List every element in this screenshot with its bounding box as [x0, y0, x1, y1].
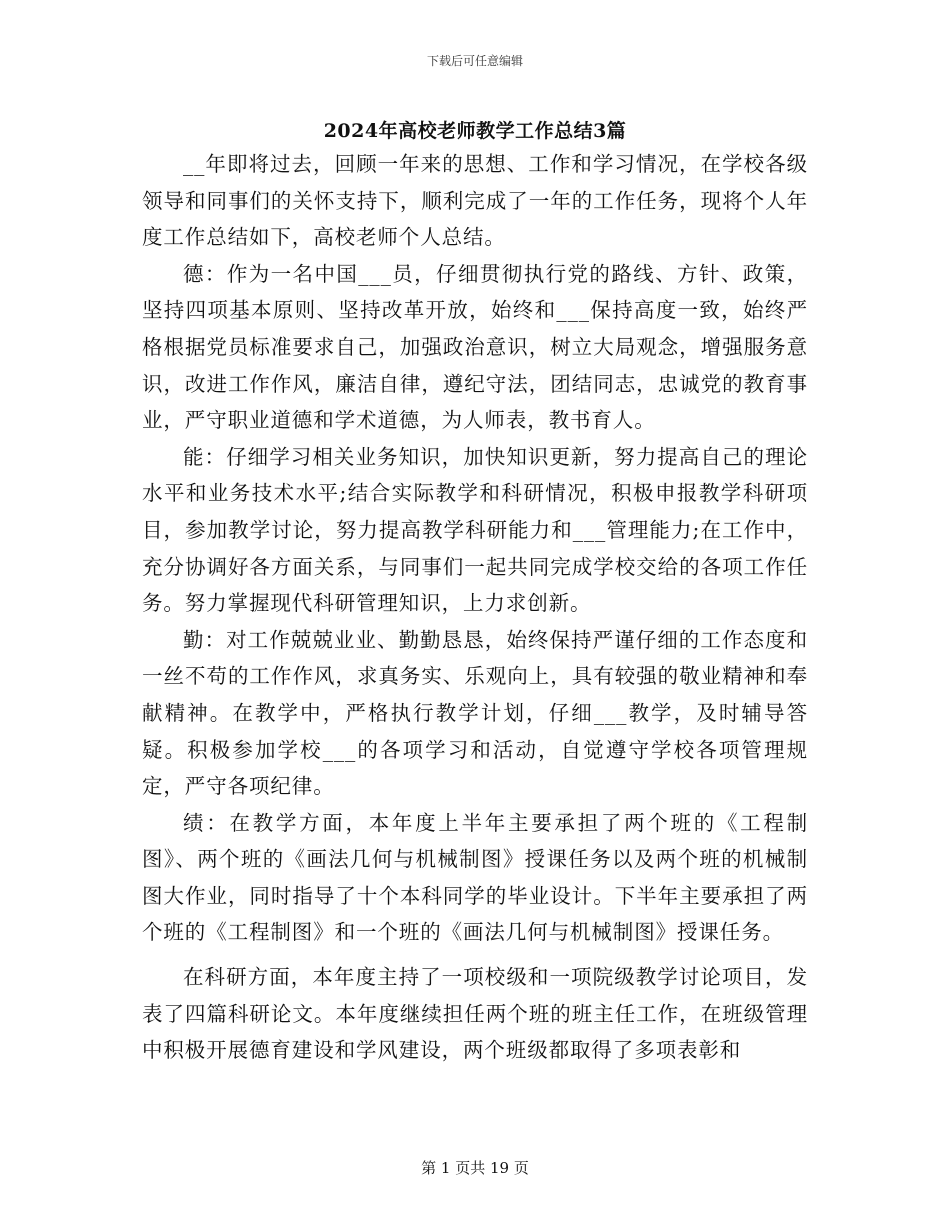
paragraph-neng: 能：仔细学习相关业务知识，加快知识更新，努力提高自己的理论水平和业务技术水平;结合实际教学和科研情况，积极申报教学科研项目，参加教学讨论，努力提高教学科研能力和___管理能力;在工作中，充分协调好各方面关系，与同事们一起共同完成学校交给的各项工作任务。努力掌握现代科研管理知识，上力求创新。: [142, 444, 808, 616]
paragraph-de: 德：作为一名中国___员，仔细贯彻执行党的路线、方针、政策，坚持四项基本原则、坚持改革开放，始终和___保持高度一致，始终严格根据党员标准要求自己，加强政治意识，树立大局观念，增强服务意识，改进工作作风，廉洁自律，遵纪守法，团结同志，忠诚党的教育事业，严守职业道德和学术道德，为人师表，教书育人。: [142, 261, 808, 433]
paragraph-research: 在科研方面，本年度主持了一项校级和一项院级教学讨论项目，发表了四篇科研论文。本年度继续担任两个班的班主任工作，在班级管理中积极开展德育建设和学风建设，两个班级都取得了多项表彰和: [142, 965, 808, 1063]
document-title: 2024年高校老师教学工作总结3篇: [323, 120, 627, 142]
paragraph-intro: __年即将过去，回顾一年来的思想、工作和学习情况，在学校各级领导和同事们的关怀支持下，顺利完成了一年的工作任务，现将个人年度工作总结如下，高校老师个人总结。: [142, 152, 808, 250]
page-number: 第 1 页共 19 页: [421, 1159, 529, 1177]
document-body: [142, 146, 808, 1069]
paragraph-qin: 勤：对工作兢兢业业、勤勤恳恳，始终保持严谨仔细的工作态度和一丝不苟的工作作风，求真务实、乐观向上，具有较强的敬业精神和奉献精神。在教学中，严格执行教学计划，仔细___教学，及时辅导答疑。积极参加学校___的各项学习和活动，自觉遵守学校各项管理规定，严守各项纪律。: [142, 627, 808, 799]
paragraph-ji: 绩：在教学方面，本年度上半年主要承担了两个班的《工程制图》、两个班的《画法几何与机械制图》授课任务以及两个班的机械制图大作业，同时指导了十个本科同学的毕业设计。下半年主要承担了两个班的《工程制图》和一个班的《画法几何与机械制图》授课任务。: [142, 810, 808, 945]
page-header-note: 下载后可任意编辑: [426, 54, 523, 68]
